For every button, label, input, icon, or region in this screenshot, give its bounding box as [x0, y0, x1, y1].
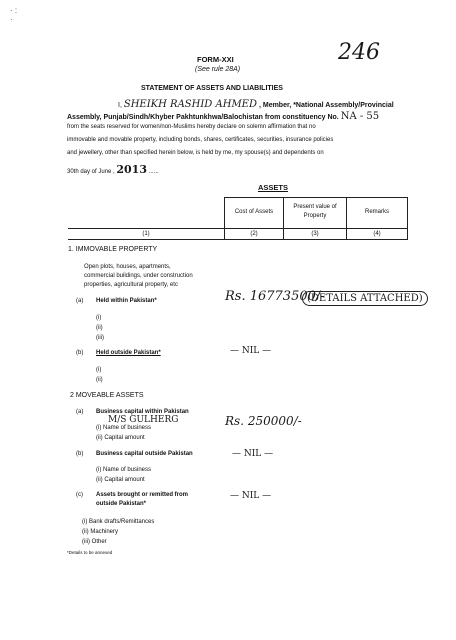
- mb-label: (b): [76, 451, 84, 457]
- roman-iii: (iii): [96, 335, 104, 341]
- ma-capital-amount: (ii) Capital amount: [96, 435, 145, 441]
- immovable-desc-3: properties, agricultural property, etc: [84, 282, 178, 288]
- immovable-title: 1. IMMOVABLE PROPERTY: [68, 246, 158, 253]
- item-a-value: Rs. 16773500/-: [225, 289, 325, 304]
- assembly-text: Assembly, Punjab/Sindh/Khyber Pakhtunkhwa/Balochistan from constituency No.: [67, 114, 339, 121]
- ma-title: Business capital within Pakistan: [96, 409, 189, 415]
- date-suffix: ......: [148, 169, 159, 175]
- mc-label: (c): [76, 492, 83, 498]
- statement-heading: STATEMENT OF ASSETS AND LIABILITIES: [141, 85, 283, 92]
- header-cost: Cost of Assets: [234, 209, 274, 215]
- form-title: FORM-XXI: [197, 55, 234, 64]
- mb-capital-amount: (ii) Capital amount: [96, 477, 145, 483]
- ma-value: Rs. 250000/-: [225, 414, 302, 428]
- roman2-ii: (ii): [96, 377, 103, 383]
- mc-item-1: (i) Bank drafts/Remittances: [82, 519, 155, 525]
- footnote: *Details to be annexed: [67, 550, 113, 555]
- declaration-line-6: [67, 163, 159, 176]
- col-number-3: (3): [311, 231, 319, 237]
- declaration-prefix: I,: [118, 102, 122, 109]
- movable-title: 2 MOVEABLE ASSETS: [70, 392, 144, 399]
- year-value: 2013: [116, 163, 147, 176]
- header-remarks: Remarks: [364, 209, 389, 215]
- declaration-line-1: [118, 99, 394, 110]
- ma-name-of-business: (i) Name of business: [96, 425, 152, 431]
- roman-ii: (ii): [96, 325, 103, 331]
- roman2-i: (i): [96, 367, 102, 373]
- declaration-line-3: from the seats reserved for women/non-Muslims hereby declare on solemn affirmation that no: [67, 124, 316, 130]
- item-b-value: — NIL —: [230, 346, 272, 356]
- mb-value: — NIL —: [232, 449, 274, 459]
- declaration-line-4: immovable and movable property, including bonds, shares, certificates, securities, insurance policies: [67, 137, 334, 143]
- col-number-2: (2): [250, 231, 258, 237]
- mb-name-of-business: (i) Name of business: [96, 467, 152, 473]
- roman-i: (i): [96, 315, 102, 321]
- page-number: 246: [338, 40, 380, 65]
- mc-title-2: outside Pakistan*: [96, 501, 147, 507]
- item-a-remarks: (DETAILS ATTACHED): [302, 291, 428, 306]
- declaration-line-5: and jewellery, other than specified herein below, is held by me, my spouse(s) and dependents on: [67, 150, 324, 156]
- declaration-line-2: [67, 111, 379, 122]
- ma-label: (a): [76, 409, 84, 415]
- item-b-title: Held outside Pakistan*: [96, 350, 161, 356]
- header-present-value: Present value of Property: [293, 204, 337, 219]
- immovable-desc-2: commercial buildings, under construction: [84, 273, 193, 279]
- mc-value: — NIL —: [230, 491, 272, 501]
- member-name: SHEIKH RASHID AHMED: [123, 99, 258, 110]
- mc-item-3: (iii) Other: [82, 539, 107, 545]
- date-prefix: 30th day of June ,: [67, 169, 115, 175]
- item-a-title: Held within Pakistan*: [96, 298, 157, 304]
- mb-title: Business capital outside Pakistan: [96, 451, 193, 457]
- col-number-1: (1): [142, 231, 150, 237]
- ma-business-name: M/S GULHERG: [108, 415, 179, 425]
- form-rule: (See rule 28A): [195, 66, 241, 73]
- mc-item-2: (ii) Machinery: [82, 529, 119, 535]
- assets-heading: ASSETS: [258, 183, 289, 192]
- constituency-number: NA - 55: [340, 111, 380, 122]
- immovable-desc-1: Open plots, houses, apartments,: [84, 264, 171, 270]
- item-a-label: (a): [76, 298, 84, 304]
- col-number-4: (4): [373, 231, 381, 237]
- mc-title-1: Assets brought or remitted from: [96, 492, 189, 498]
- item-b-label: (b): [76, 350, 84, 356]
- member-designation: , Member, *National Assembly/Provincial: [258, 102, 394, 109]
- scan-marks: · : ·: [10, 6, 18, 24]
